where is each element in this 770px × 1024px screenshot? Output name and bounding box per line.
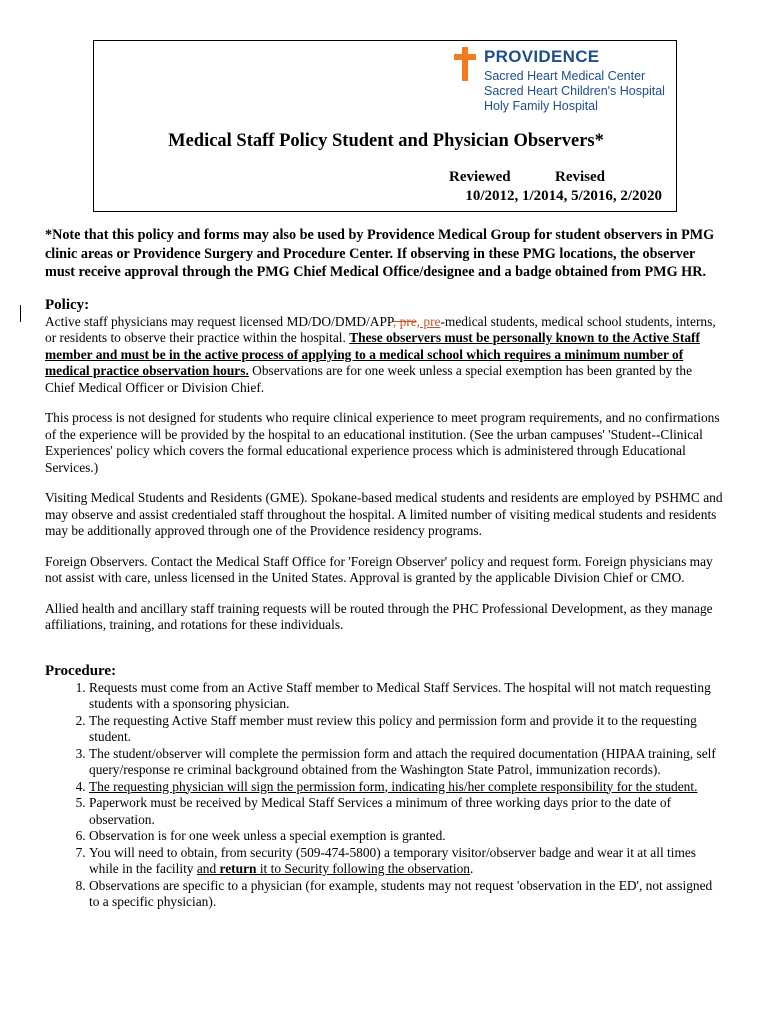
document-body	[45, 226, 725, 911]
change-bar	[20, 305, 21, 322]
text-run: it to Security following the observation	[256, 861, 470, 876]
list-item: 1. Requests must come from an Active Staff member to Medical Staff Services. The hospital will not match requesting students with a sponsoring physician.	[89, 680, 725, 713]
list-item: 3. The student/observer will complete the permission form and attach the required documentation (HIPAA training, self query/response re criminal background obtained from the Washington State Patrol, immunization records).	[89, 746, 725, 779]
header-box	[93, 40, 677, 212]
list-item: 6. Observation is for one week unless a special exemption is granted.	[89, 828, 725, 845]
reviewed-label: Reviewed	[449, 169, 511, 185]
text-run: Observations are for one week unless a special exemption has been granted by the Chief Medical Officer or Division Chief.	[45, 363, 693, 395]
policy-paragraph-2: This process is not designed for students who require clinical experience to meet program requirements, and no confirmations of the experience will be provided by the hospital to an educational institution. (See the urban campuses' 'Student--Clinical Experiences' policy which covers the formal educational experience process which is administered through Educational Services.)	[45, 410, 720, 475]
policy-paragraph-4: Foreign Observers. Contact the Medical Staff Office for 'Foreign Observer' policy and request form. Foreign physicians may not assist with care, unless licensed in the United States. Approval is granted by the applicable Division Chief or CMO.	[45, 553, 713, 585]
policy-paragraph-1	[45, 314, 725, 397]
list-item: 5. Paperwork must be received by Medical Staff Services a minimum of three working days prior to the date of observation.	[89, 795, 725, 828]
list-item: 8. Observations are specific to a physician (for example, students may not request 'observation in the ED', not assigned to a specific physician).	[89, 878, 725, 911]
list-item: 4. The requesting physician will sign the permission form, indicating his/her complete responsibility for the student.	[89, 779, 725, 796]
list-item: 2. The requesting Active Staff member must review this policy and permission form and provide it to the requesting student.	[89, 713, 725, 746]
policy-paragraph-3: Visiting Medical Students and Residents (GME). Spokane-based medical students and residents are employed by PSHMC and may observe and assist credentialed staff throughout the hospital. A limited number of visiting medical students and residents may be additionally approved through one of the Providence residency programs.	[45, 490, 723, 538]
logo-line-1: Sacred Heart Medical Center	[484, 69, 646, 83]
policy-paragraph-5: Allied health and ancillary staff training requests will be routed through the PHC Professional Development, as they manage affiliations, training, and rotations for these individuals.	[45, 600, 713, 632]
policy-heading: Policy:	[45, 296, 90, 313]
text-run: You will need to obtain, from security (509-474-5800) a temporary visitor/observer badge and wear it at all times while in the facility	[89, 844, 697, 876]
review-labels	[449, 169, 605, 186]
logo-name: PROVIDENCE	[484, 47, 600, 66]
text-run: .	[469, 861, 474, 876]
logo-line-2: Sacred Heart Children's Hospital	[484, 84, 665, 98]
cross-icon	[454, 47, 476, 81]
deleted-text: , pre	[392, 313, 417, 329]
procedure-list	[45, 680, 725, 911]
procedure-heading: Procedure:	[45, 662, 117, 679]
note-paragraph: *Note that this policy and forms may also be used by Providence Medical Group for student observers in PMG clinic areas or Providence Surgery and Procedure Center. If observing in these PMG locations, the observer must receive approval through the PMG Chief Medical Office/designee and a badge obtained from PMG HR.	[45, 227, 715, 280]
text-run: -medical students, medical school students, interns, or residents to observe their practice within the hospital.	[45, 313, 716, 345]
text-run: Active staff physicians may request licensed MD/DO/DMD/APP	[45, 313, 393, 329]
emphasis-text: These observers must be personally known to the Active Staff member and must be in the active process of applying to a medical school which requires a minimum number of medical practice observation hours.	[45, 330, 700, 378]
providence-logo	[454, 45, 674, 115]
text-run: and	[196, 861, 220, 876]
inserted-text: , pre	[416, 313, 441, 329]
revision-dates: 10/2012, 1/2014, 5/2016, 2/2020	[465, 188, 662, 204]
list-item	[89, 845, 725, 878]
logo-line-3: Holy Family Hospital	[484, 99, 598, 113]
revised-label: Revised	[555, 169, 605, 185]
document-title: Medical Staff Policy Student and Physician Observers*	[168, 131, 604, 151]
emphasis-text: return	[219, 861, 257, 876]
